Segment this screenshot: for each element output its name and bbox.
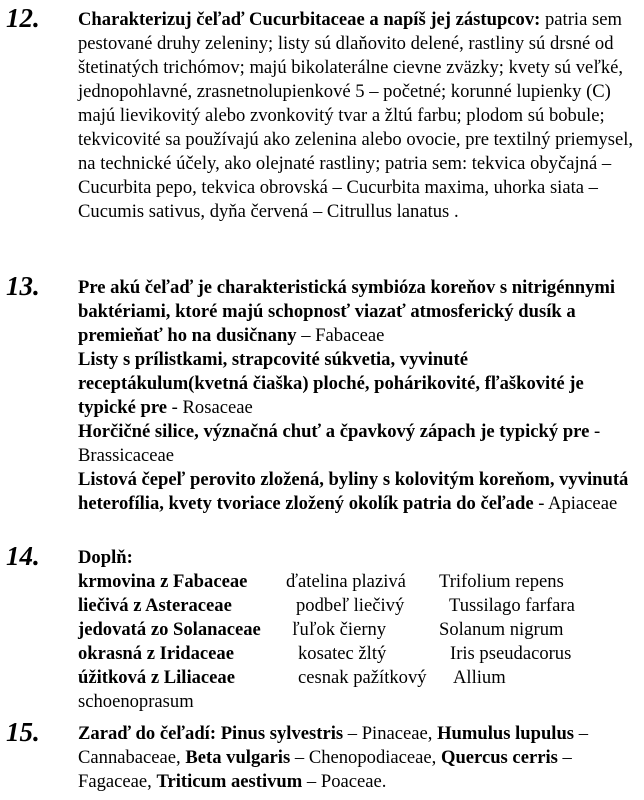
category-cell: liečivá z Asteraceae — [78, 595, 232, 616]
item-answer: - Brassicaceae — [78, 421, 601, 466]
family-name: – Poaceae. — [302, 771, 387, 792]
question-number: 15. — [6, 717, 40, 747]
item-answer: - Rosaceae — [167, 397, 253, 418]
item-prompt: Horčičné silice, význačná chuť a čpavkový zápach je typický pre — [78, 421, 590, 442]
item-prompt: Listy s prílistkami, strapcovité súkvetia, vyvinuté receptákulum(kvetná čiaška) ploché, pohárikovité, fľaškovité je typické pre — [78, 349, 584, 418]
fill-in-table — [78, 570, 638, 690]
question-number: 13. — [6, 271, 40, 301]
family-name: – Cannabaceae, — [78, 723, 588, 768]
question-text — [78, 722, 638, 794]
question-body: patria sem pestované druhy zeleniny; listy sú dlaňovito delené, rastliny sú drsné od štetinatých trichómov; majú bikolaterálne cievne zväzky; kvety sú veľké, jednopohlavné, zrasnetnolupienkové 5 – početné; korunné lupienky (C) majú lievikovitý alebo zvonkovitý tvar a žltú farbu; plodom sú bobule; tekvicovité sa používajú ako zelenina alebo ovocie, pre textilný priemysel, na technické účely, ako olejnaté rastliny; patria sem: tekvica obyčajná – Cucurbita pepo, tekvica obrovská – Cucurbita maxima, uhorka siata – Cucumis sativus, dyňa červená – Citrullus lanatus . — [78, 9, 634, 222]
table-row — [78, 570, 638, 594]
category-cell: krmovina z Fabaceae — [78, 571, 248, 592]
question-lead: Zaraď do čeľadí: — [78, 723, 221, 744]
common-name-cell: cesnak pažítkový — [298, 667, 427, 688]
item-prompt: Listová čepeľ perovito zložená, byliny s kolovitým koreňom, vyvinutá heterofília, kvety tvoriace zložený okolík patria do čeľade — [78, 469, 629, 514]
question-item — [78, 348, 638, 420]
question-heading: Doplň: — [78, 547, 133, 568]
species-name: Beta vulgaris — [185, 747, 291, 768]
common-name-cell: kosatec žltý — [298, 643, 387, 664]
species-name: Pinus sylvestris — [220, 723, 344, 744]
latin-name-cell: Iris pseudacorus — [450, 643, 572, 664]
question-number: 14. — [6, 541, 40, 571]
question-text — [78, 546, 638, 714]
question-item — [78, 276, 638, 348]
question-text — [78, 276, 638, 516]
category-cell: okrasná z Iridaceae — [78, 643, 234, 664]
common-name-cell: ľuľok čierny — [292, 619, 387, 640]
category-cell: jedovatá zo Solanaceae — [78, 619, 261, 640]
common-name-cell: ďatelina plazivá — [286, 571, 406, 592]
family-name: – Pinaceae, — [343, 723, 438, 744]
item-prompt: Pre akú čeľaď je charakteristická symbióza koreňov s nitrigénnymi baktériami, ktoré majú schopnosť viazať atmosferický dusík a premieňať ho na dusičnany — [78, 277, 616, 346]
latin-name-cell: Solanum nigrum — [439, 619, 564, 640]
table-row — [78, 594, 638, 618]
species-name: Humulus lupulus — [437, 723, 575, 744]
latin-name-cell: Allium — [453, 667, 506, 688]
table-row — [78, 618, 638, 642]
question-item — [78, 468, 638, 516]
item-answer: – Fabaceae — [296, 325, 385, 346]
family-name: – Chenopodiaceae, — [290, 747, 441, 768]
question-text — [78, 8, 638, 224]
latin-name-cell: Trifolium repens — [439, 571, 564, 592]
table-row — [78, 642, 638, 666]
family-name: – Fagaceae, — [78, 747, 572, 792]
item-answer: - Apiaceae — [533, 493, 618, 514]
question-number: 12. — [6, 3, 40, 33]
latin-name-cell: Tussilago farfara — [449, 595, 575, 616]
question-item — [78, 420, 638, 468]
species-name: Quercus cerris — [440, 747, 558, 768]
table-row — [78, 666, 638, 690]
question-heading: Charakterizuj čeľaď Cucurbitaceae a napíš jej zástupcov: — [78, 9, 541, 30]
category-cell: úžitková z Liliaceae — [78, 667, 235, 688]
common-name-cell: podbeľ liečivý — [296, 595, 405, 616]
row-continuation: schoenoprasum — [78, 691, 194, 712]
species-name: Triticum aestivum — [156, 771, 303, 792]
